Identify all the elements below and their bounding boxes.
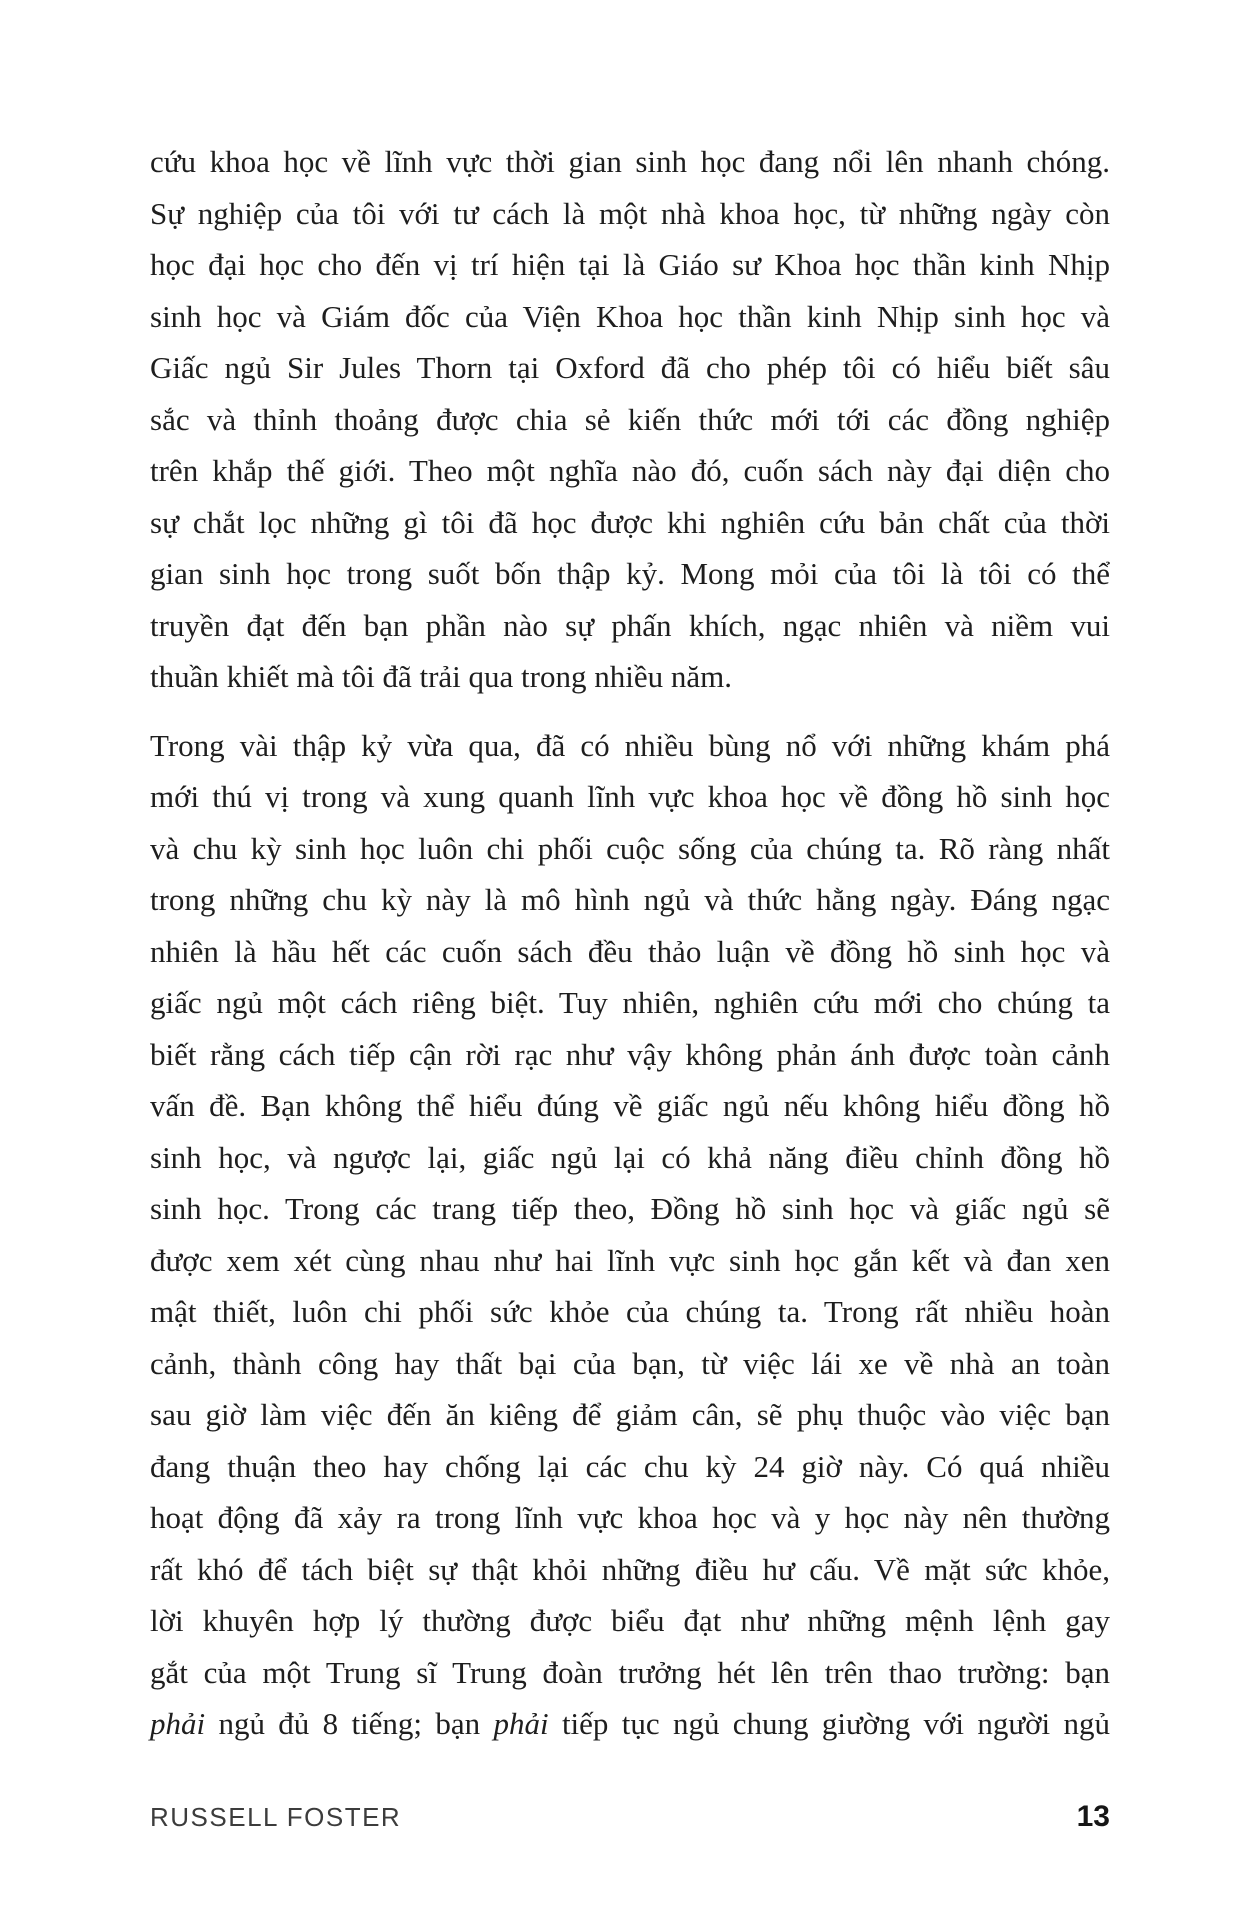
italic-text-segment: phải [150,1706,206,1741]
text-line [150,823,1110,875]
paragraph-1 [150,136,1110,703]
text-line [150,1492,1110,1544]
text-segment: Trong vài thập kỷ vừa qua, đã có nhiều bùng nổ với những khám phá [150,727,1110,763]
text-line [150,1698,1110,1750]
text-segment: cứu khoa học về lĩnh vực thời gian sinh học đang nổi lên nhanh chóng. [150,144,1110,179]
text-line [150,720,1110,772]
text-segment: ngủ đủ 8 tiếng; bạn [205,1706,494,1741]
text-segment: rất khó để tách biệt sự thật khỏi những điều hư cấu. Về mặt sức khỏe, [150,1551,1110,1587]
page-footer [150,1800,1110,1834]
text-segment: học đại học cho đến vị trí hiện tại là Giáo sư Khoa học thần kinh Nhịp [150,247,1110,282]
text-segment: sinh học. Trong các trang tiếp theo, Đồng hồ sinh học và giấc ngủ sẽ [150,1191,1110,1226]
text-segment: sinh học, và ngược lại, giấc ngủ lại có khả năng điều chỉnh đồng hồ [150,1139,1110,1175]
text-segment: vấn đề. Bạn không thể hiểu đúng về giấc ngủ nếu không hiểu đồng hồ [150,1088,1110,1123]
text-segment: thuần khiết mà tôi đã trải qua trong nhiều năm. [150,659,732,694]
text-segment: cảnh, thành công hay thất bại của bạn, từ việc lái xe về nhà an toàn [150,1345,1110,1381]
text-line [150,136,1110,188]
text-segment: gian sinh học trong suốt bốn thập kỷ. Mong mỏi của tôi là tôi có thể [150,556,1110,591]
text-line [150,926,1110,978]
running-footer-author: RUSSELL FOSTER [150,1802,402,1832]
text-segment: được xem xét cùng nhau như hai lĩnh vực sinh học gắn kết và đan xen [150,1242,1110,1278]
text-line [150,1338,1110,1390]
page-number: 13 [1076,1800,1110,1833]
text-segment: tiếp tục ngủ chung giường với người ngủ [548,1706,1110,1741]
text-segment: trong những chu kỳ này là mô hình ngủ và thức hằng ngày. Đáng ngạc [150,882,1110,917]
text-line [150,239,1110,291]
text-line [150,1183,1110,1235]
text-line [150,651,1110,703]
text-segment: sinh học và Giám đốc của Viện Khoa học thần kinh Nhịp sinh học và [150,298,1110,334]
text-line [150,548,1110,600]
text-segment: giấc ngủ một cách riêng biệt. Tuy nhiên, nghiên cứu mới cho chúng ta [150,985,1110,1020]
text-line [150,1080,1110,1132]
text-line [150,771,1110,823]
text-segment: Giấc ngủ Sir Jules Thorn tại Oxford đã cho phép tôi có hiểu biết sâu [150,350,1110,385]
text-segment: sắc và thỉnh thoảng được chia sẻ kiến thức mới tới các đồng nghiệp [150,401,1110,437]
text-segment: mới thú vị trong và xung quanh lĩnh vực khoa học về đồng hồ sinh học [150,779,1110,814]
text-segment: đang thuận theo hay chống lại các chu kỳ 24 giờ này. Có quá nhiều [150,1448,1110,1484]
text-line [150,342,1110,394]
text-line [150,188,1110,240]
text-line [150,874,1110,926]
text-line [150,394,1110,446]
text-line [150,1544,1110,1596]
text-line [150,445,1110,497]
text-line [150,1595,1110,1647]
text-block [150,136,1110,1750]
paragraph-2 [150,720,1110,1750]
text-line [150,1235,1110,1287]
text-segment: sự chắt lọc những gì tôi đã học được khi nghiên cứu bản chất của thời [150,504,1110,540]
text-line [150,1029,1110,1081]
text-line [150,1286,1110,1338]
text-line [150,977,1110,1029]
text-line [150,291,1110,343]
text-segment: truyền đạt đến bạn phần nào sự phấn khích, ngạc nhiên và niềm vui [150,607,1110,643]
italic-text-segment: phải [493,1706,549,1741]
text-segment: sau giờ làm việc đến ăn kiêng để giảm cân, sẽ phụ thuộc vào việc bạn [150,1397,1110,1432]
text-line [150,1389,1110,1441]
text-line [150,600,1110,652]
text-segment: gắt của một Trung sĩ Trung đoàn trưởng hét lên trên thao trường: bạn [150,1654,1110,1690]
text-line [150,1132,1110,1184]
text-segment: hoạt động đã xảy ra trong lĩnh vực khoa học và y học này nên thường [150,1500,1110,1535]
text-line [150,1647,1110,1699]
text-segment: Sự nghiệp của tôi với tư cách là một nhà khoa học, từ những ngày còn [150,195,1110,231]
text-segment: biết rằng cách tiếp cận rời rạc như vậy không phản ánh được toàn cảnh [150,1036,1110,1072]
text-segment: trên khắp thế giới. Theo một nghĩa nào đó, cuốn sách này đại diện cho [150,453,1110,488]
text-segment: lời khuyên hợp lý thường được biểu đạt như những mệnh lệnh gay [150,1603,1110,1638]
text-segment: nhiên là hầu hết các cuốn sách đều thảo luận về đồng hồ sinh học và [150,933,1110,969]
text-line [150,497,1110,549]
text-segment: và chu kỳ sinh học luôn chi phối cuộc sống của chúng ta. Rõ ràng nhất [150,830,1110,866]
text-segment: mật thiết, luôn chi phối sức khỏe của chúng ta. Trong rất nhiều hoàn [150,1294,1110,1329]
text-line [150,1441,1110,1493]
